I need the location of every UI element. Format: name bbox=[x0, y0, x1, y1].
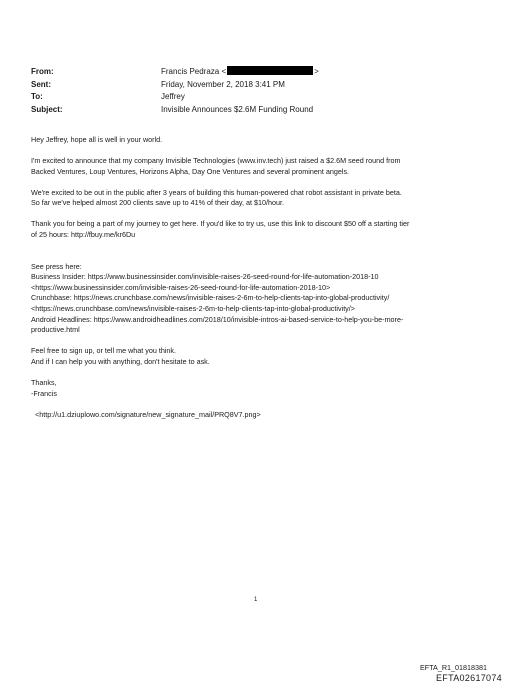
from-row bbox=[31, 66, 471, 79]
to-value: Jeffrey bbox=[161, 92, 185, 101]
press-link-crunchbase-alt[interactable]: <https://news.crunchbase.com/news/invisible-raises-2-6m-to-help-clients-tap-into-global-productivity/> bbox=[31, 304, 355, 314]
bates-number-r1: EFTA_R1_01818381 bbox=[420, 663, 487, 672]
greeting: Hey Jeffrey, hope all is well in your world. bbox=[31, 135, 163, 144]
email-body bbox=[31, 135, 493, 431]
to-row bbox=[31, 91, 471, 104]
press-link-crunchbase[interactable]: Crunchbase: https://news.crunchbase.com/news/invisible-raises-2-6m-to-help-clients-tap-into-global-productivity/ bbox=[31, 293, 390, 303]
paragraph-beta: We're excited to be out in the public after 3 years of building this human-powered chat robot assistant in private beta. So far we've helped almost 200 clients save up to 41% of their day, at $10/hour. bbox=[31, 187, 402, 208]
press-link-business-insider[interactable]: Business Insider: https://www.businessinsider.com/invisible-raises-26-seed-round-for-life-automation-2018-10 bbox=[31, 272, 379, 282]
subject-label: Subject: bbox=[31, 104, 63, 114]
paragraph-thanks: Thank you for being a part of my journey to get here. If you'd like to try us, use this link to discount $50 off a starting tier of 25 hours: http://fbuy.me/kr6Du bbox=[31, 219, 410, 240]
page-number: 1 bbox=[254, 597, 258, 603]
from-value bbox=[161, 66, 471, 79]
signature-link: <http://u1.dziuplowo.com/signature/new_signature_mail/PRQ8V7.png> bbox=[35, 409, 261, 419]
to-label: To: bbox=[31, 92, 43, 101]
sent-row bbox=[31, 79, 471, 92]
paragraph-funding: I'm excited to announce that my company Invisible Technologies (www.inv.tech) just raised a $2.6M seed round from Backed Ventures, Loup Ventures, Horizons Alpha, Day One Ventures and several prominent angels. bbox=[31, 156, 401, 176]
sent-value: Friday, November 2, 2018 3:41 PM bbox=[161, 79, 285, 89]
subject-row bbox=[31, 104, 471, 117]
from-end: > bbox=[314, 67, 319, 76]
signoff: Thanks, -Francis bbox=[31, 378, 57, 398]
sent-label: Sent: bbox=[31, 79, 51, 89]
from-label: From: bbox=[31, 67, 54, 76]
press-links: See press here: Business Insider: https://www.businessinsider.com/invisible-raises-26-seed-round-for-life-automation-2018-10 <https://www.businessinsider.com/invisible-raises-26-seed-round-for-life-automation-2018-10> Crunchbase: https://news.crunchbase.com/news/invisible-raises-2-6m-to-help-clients-tap-into-global-productivity/ <https://news.crunchbase.com/news/invisible-raises-2-6m-to-help-clients-tap-into-global-productivity/> Android Headlines: https://www.androidheadlines.com/2018/10/invisible-intros-ai-based-service-to-help-you-be-more- productive.html bbox=[31, 262, 493, 336]
subject-value: Invisible Announces $2.6M Funding Round bbox=[161, 104, 314, 114]
closing: Feel free to sign up, or tell me what you think. And if I can help you with anything, don't hesitate to ask. bbox=[31, 346, 210, 366]
press-link-android-headlines-cont[interactable]: productive.html bbox=[31, 325, 80, 335]
from-name: Francis Pedraza < bbox=[161, 67, 227, 76]
redaction-box bbox=[227, 66, 313, 75]
press-link-business-insider-alt[interactable]: <https://www.businessinsider.com/invisible-raises-26-seed-round-for-life-automation-2018-10> bbox=[31, 282, 331, 292]
press-link-android-headlines[interactable]: Android Headlines: https://www.androidheadlines.com/2018/10/invisible-intros-ai-based-service-to-help-you-be-more- bbox=[31, 314, 404, 324]
email-header bbox=[31, 66, 471, 116]
bates-number: EFTA02617074 bbox=[436, 673, 502, 683]
